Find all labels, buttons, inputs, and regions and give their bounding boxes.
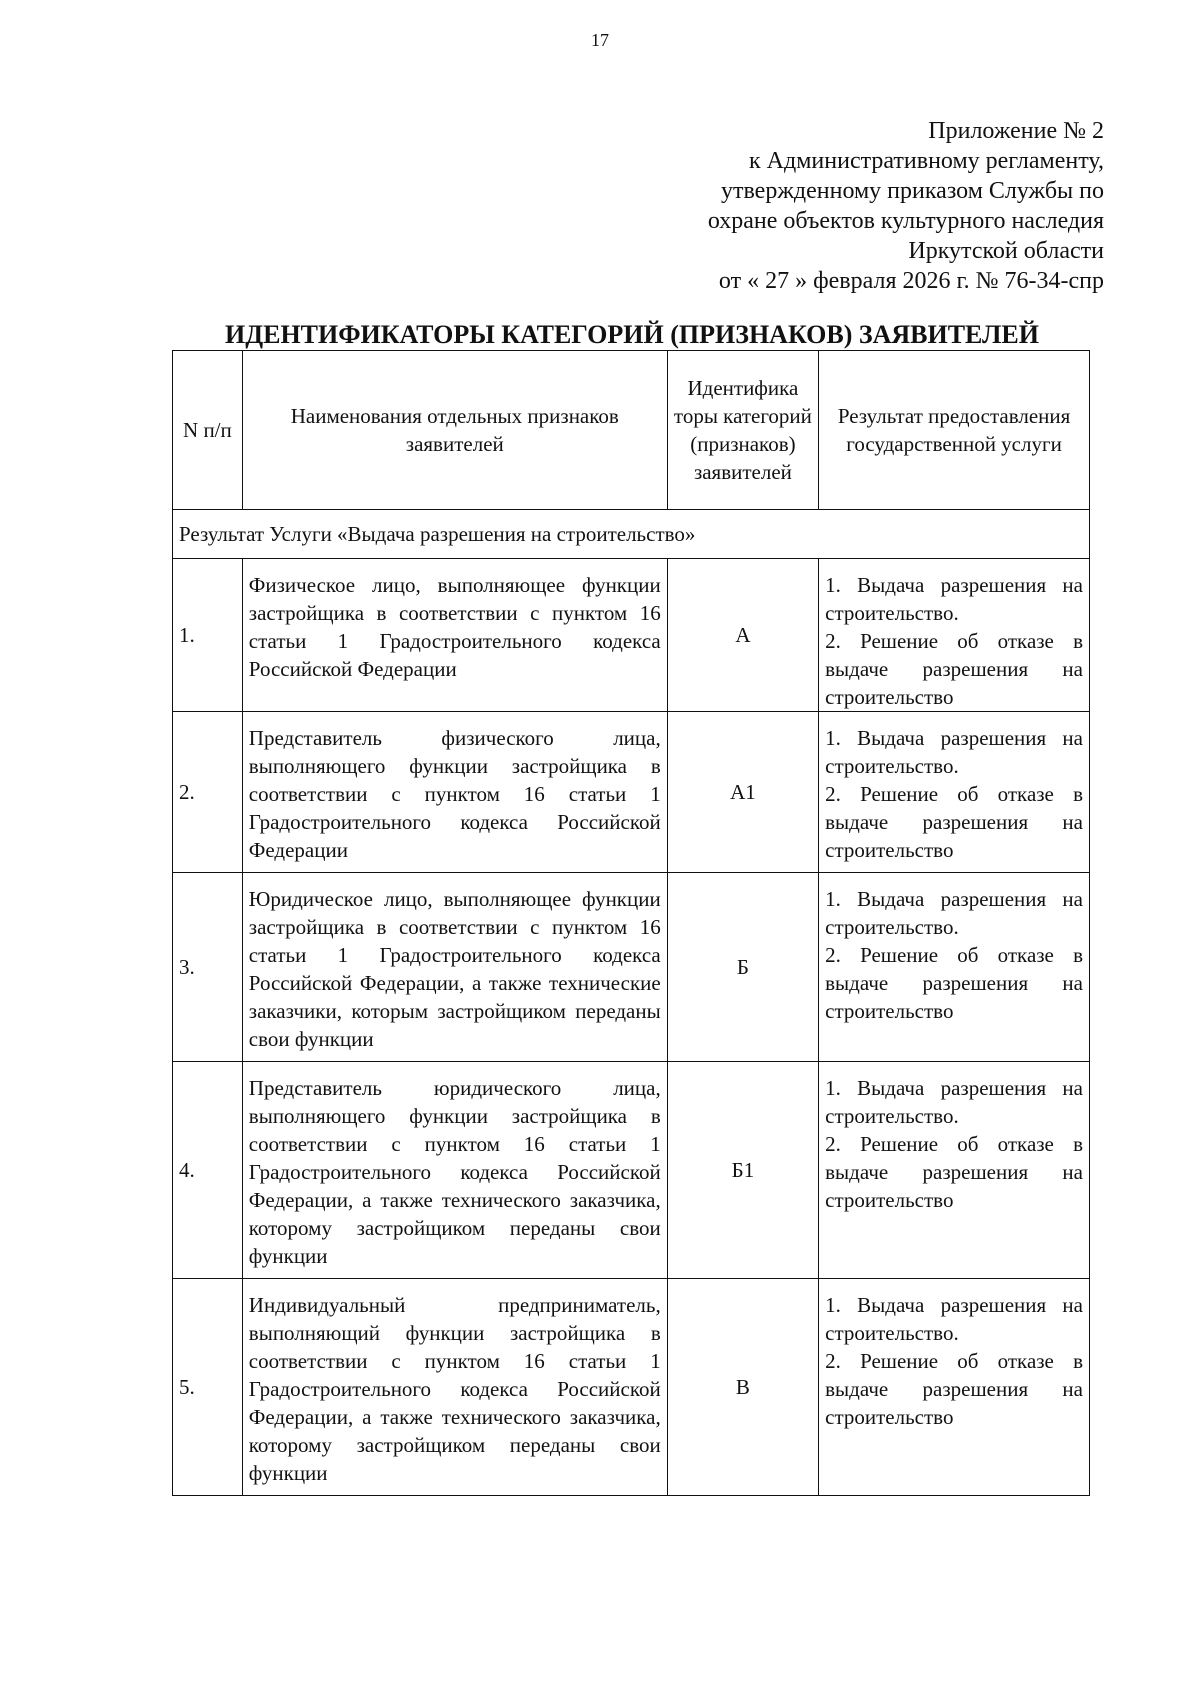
row-num: 1. — [173, 559, 243, 712]
row-name: Индивидуальный предприниматель, выполняющий функции застройщика в соответствии с пунктом 16 статьи 1 Градостроительного кодекса Российской Федерации, а также технического заказчика, которому застройщиком переданы свои функции — [242, 1279, 667, 1496]
result-line: 2. Решение об отказе в выдаче разрешения на строительство — [825, 1349, 1083, 1429]
row-id: В — [667, 1279, 818, 1496]
result-line: 2. Решение об отказе в выдаче разрешения на строительство — [825, 629, 1083, 709]
row-result — [819, 559, 1090, 712]
row-result — [819, 1279, 1090, 1496]
appendix-block — [584, 116, 1104, 296]
row-num: 3. — [173, 873, 243, 1062]
row-name: Физическое лицо, выполняющее функции застройщика в соответствии с пунктом 16 статьи 1 Градостроительного кодекса Российской Федерации — [242, 559, 667, 712]
table-header-row — [173, 351, 1090, 510]
appendix-line: к Административному регламенту, — [749, 148, 1104, 174]
row-result — [819, 1062, 1090, 1279]
result-line: 1. Выдача разрешения на строительство. — [825, 887, 1083, 939]
row-name: Представитель юридического лица, выполняющего функции застройщика в соответствии с пунктом 16 статьи 1 Градостроительного кодекса Российской Федерации, а также технического заказчика, которому застройщиком переданы свои функции — [242, 1062, 667, 1279]
row-result — [819, 873, 1090, 1062]
row-name: Юридическое лицо, выполняющее функции застройщика в соответствии с пунктом 16 статьи 1 Градостроительного кодекса Российской Федерации, а также технические заказчики, которым застройщиком переданы свои функции — [242, 873, 667, 1062]
section-label: Результат Услуги «Выдача разрешения на строительство» — [173, 510, 1090, 559]
row-id: А1 — [667, 712, 818, 873]
applicant-categories-table — [172, 350, 1090, 1496]
row-num: 4. — [173, 1062, 243, 1279]
result-line: 2. Решение об отказе в выдаче разрешения на строительство — [825, 1132, 1083, 1212]
row-id: А — [667, 559, 818, 712]
result-line: 1. Выдача разрешения на строительство. — [825, 573, 1083, 625]
section-row — [173, 510, 1090, 559]
table-row — [173, 1279, 1090, 1496]
result-line: 1. Выдача разрешения на строительство. — [825, 1076, 1083, 1128]
appendix-line: от « 27 » февраля 2026 г. № 76-34-спр — [718, 268, 1104, 294]
row-name: Представитель физического лица, выполняющего функции застройщика в соответствии с пунктом 16 статьи 1 Градостроительного кодекса Российской Федерации — [242, 712, 667, 873]
row-id: Б — [667, 873, 818, 1062]
header-num: N п/п — [173, 351, 243, 510]
appendix-line: охране объектов культурного наследия — [707, 208, 1104, 234]
row-num: 5. — [173, 1279, 243, 1496]
row-result — [819, 712, 1090, 873]
header-id: Идентифика торы категорий (признаков) заявителей — [667, 351, 818, 510]
page-number: 17 — [591, 30, 609, 50]
appendix-line: утвержденному приказом Службы по — [720, 178, 1104, 204]
table-row — [173, 712, 1090, 873]
document-title: ИДЕНТИФИКАТОРЫ КАТЕГОРИЙ (ПРИЗНАКОВ) ЗАЯВИТЕЛЕЙ — [224, 320, 1039, 349]
result-line: 1. Выдача разрешения на строительство. — [825, 726, 1083, 778]
table-row — [173, 559, 1090, 712]
header-name: Наименования отдельных признаков заявителей — [242, 351, 667, 510]
row-id: Б1 — [667, 1062, 818, 1279]
result-line: 1. Выдача разрешения на строительство. — [825, 1293, 1083, 1345]
table-row — [173, 1062, 1090, 1279]
header-result: Результат предоставления государственной услуги — [819, 351, 1090, 510]
appendix-line: Иркутской области — [908, 238, 1104, 264]
result-line: 2. Решение об отказе в выдаче разрешения на строительство — [825, 782, 1083, 862]
row-num: 2. — [173, 712, 243, 873]
table-row — [173, 873, 1090, 1062]
result-line: 2. Решение об отказе в выдаче разрешения на строительство — [825, 943, 1083, 1023]
appendix-line: Приложение № 2 — [928, 118, 1104, 144]
